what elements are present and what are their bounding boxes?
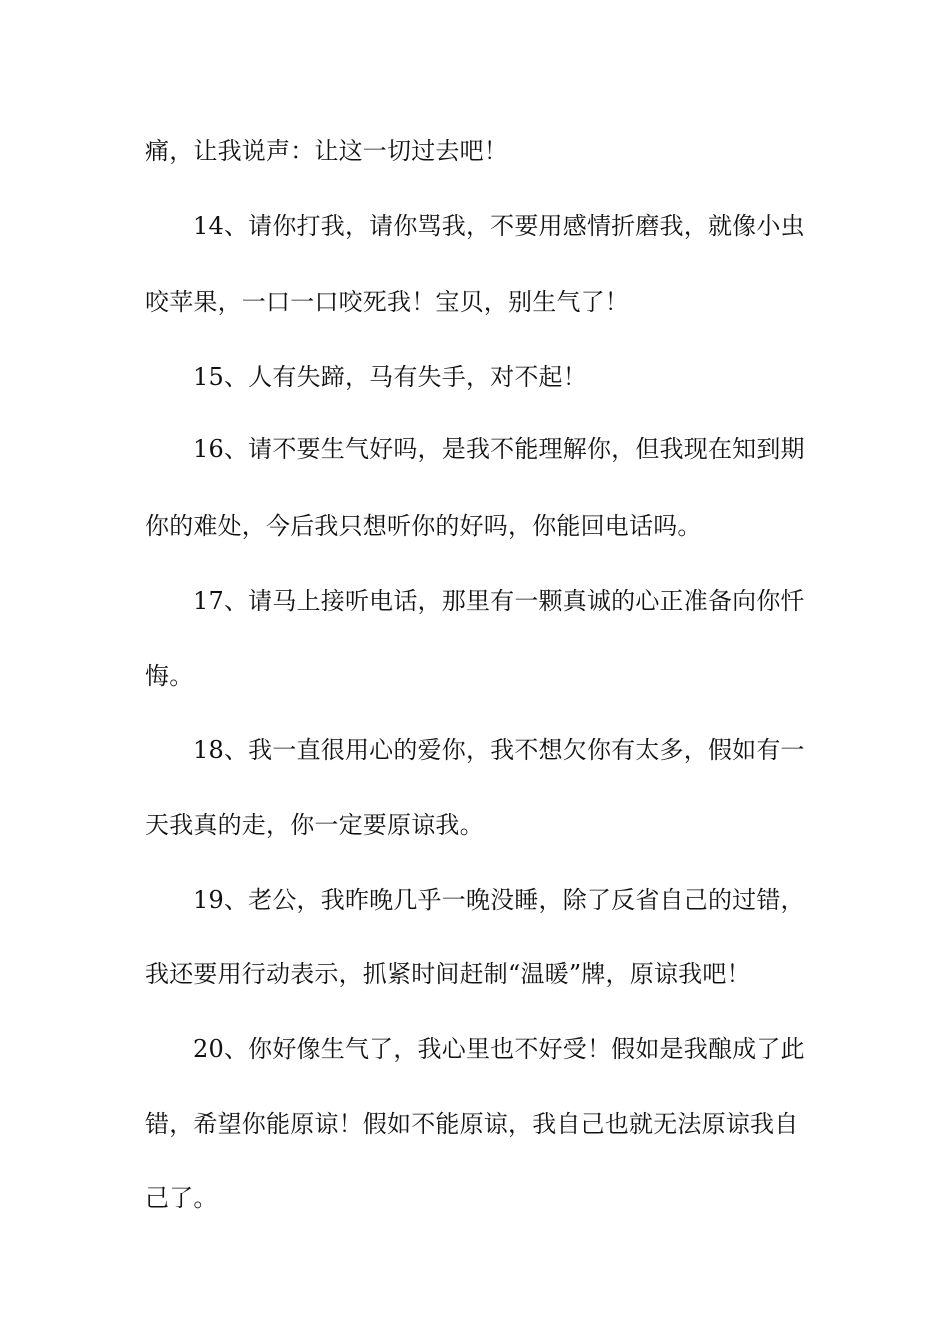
text-line-11: 19、老公，我昨晚几乎一晚没睡，除了反省自己的过错，: [193, 886, 805, 914]
text-line-15: 己了。: [145, 1184, 218, 1212]
text-line-12: 我还要用行动表示，抓紧时间赶制“温暖”牌，原谅我吧！: [145, 960, 751, 988]
text-line-10: 天我真的走，你一定要原谅我。: [145, 811, 484, 839]
text-line-6: 你的难处，今后我只想听你的好吗，你能回电话吗。: [145, 512, 702, 540]
text-line-1: 痛，让我说声：让这一切过去吧！: [145, 137, 508, 165]
text-line-9: 18、我一直很用心的爱你，我不想欠你有太多，假如有一: [193, 736, 805, 764]
text-line-13: 20、你好像生气了，我心里也不好受！假如是我酿成了此: [193, 1035, 805, 1063]
text-line-2: 14、请你打我，请你骂我，不要用感情折磨我，就像小虫: [193, 212, 805, 240]
text-line-5: 16、请不要生气好吗，是我不能理解你，但我现在知到期: [193, 435, 805, 463]
text-line-7: 17、请马上接听电话，那里有一颗真诚的心正准备向你忏: [193, 587, 805, 615]
text-line-14: 错，希望你能原谅！假如不能原谅，我自己也就无法原谅我自: [145, 1110, 799, 1138]
text-line-3: 咬苹果，一口一口咬死我！宝贝，别生气了！: [145, 288, 629, 316]
text-line-4: 15、人有失蹄，马有失手，对不起！: [193, 363, 587, 391]
text-line-8: 悔。: [145, 662, 194, 690]
